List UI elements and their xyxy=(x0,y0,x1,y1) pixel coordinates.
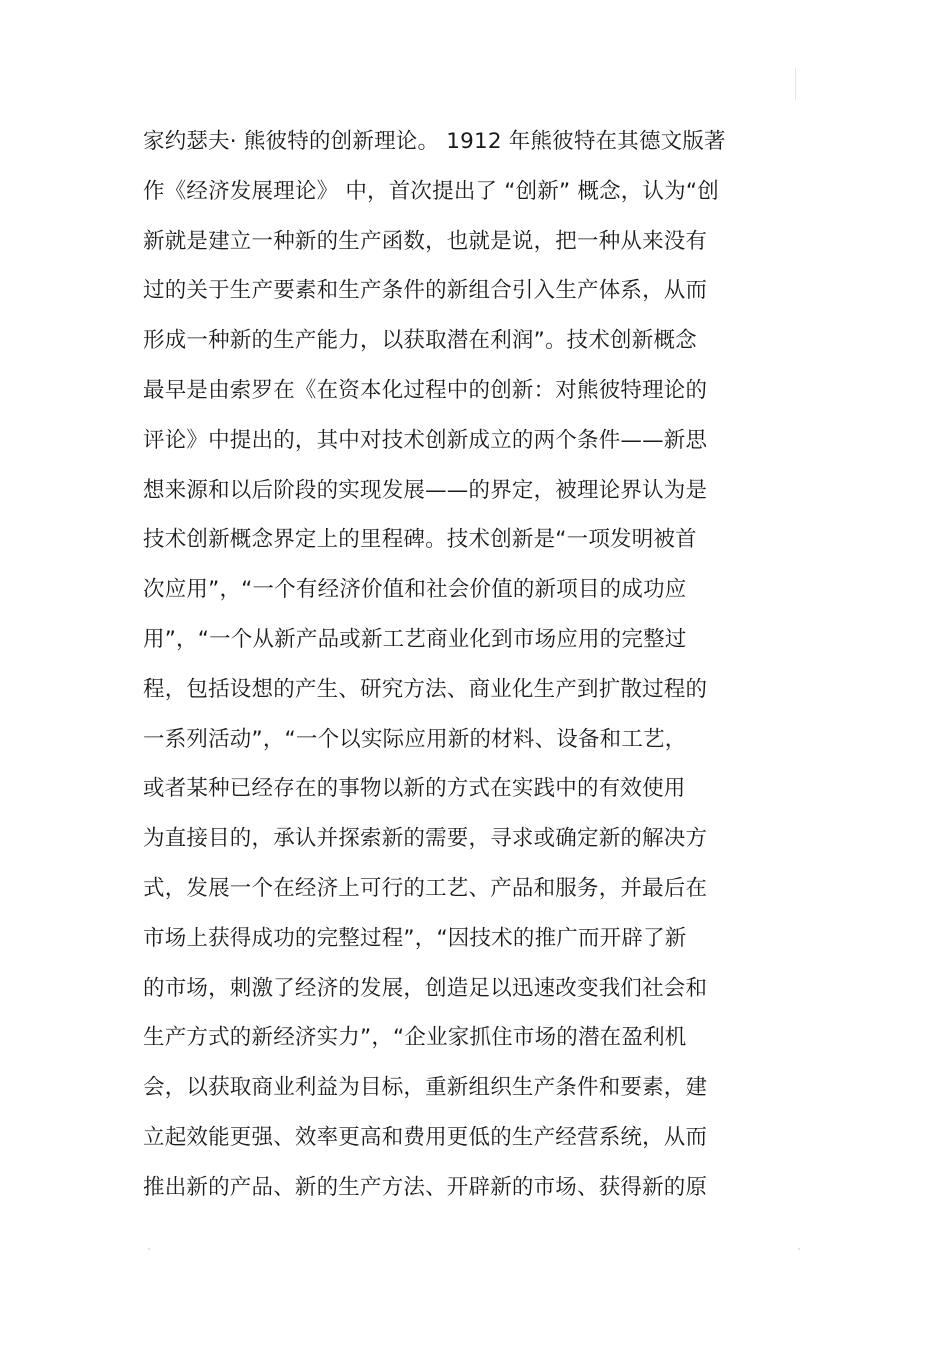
text-line: 市场上获得成功的完整过程”，“因技术的推广而开辟了新 xyxy=(143,925,687,951)
page-corner-dot xyxy=(148,1248,150,1250)
text-line: 用”，“一个从新产品或新工艺商业化到市场应用的完整过 xyxy=(143,626,687,652)
text-line: 家约瑟夫· 熊彼特的创新理论。 1912 年熊彼特在其德文版著 xyxy=(143,129,726,154)
text-line: 最早是由索罗在《在资本化过程中的创新：对熊彼特理论的 xyxy=(143,377,708,403)
text-line: 会，以获取商业利益为目标，重新组织生产条件和要素，建 xyxy=(143,1075,708,1101)
text-line: 想来源和以后阶段的实现发展——的界定，被理论界认为是 xyxy=(143,477,708,503)
text-line: 新就是建立一种新的生产函数，也就是说，把一种从来没有 xyxy=(143,228,708,254)
text-line: 一系列活动”，“一个以实际应用新的材料、设备和工艺， xyxy=(143,726,687,752)
text-line: 或者某种已经存在的事物以新的方式在实践中的有效使用 xyxy=(143,776,686,802)
text-line: 式，发展一个在经济上可行的工艺、产品和服务，并最后在 xyxy=(143,875,708,901)
text-line: 次应用”，“一个有经济价值和社会价值的新项目的成功应 xyxy=(143,577,687,603)
text-line: 技术创新概念界定上的里程碑。技术创新是“一项发明被首 xyxy=(143,527,697,553)
page-edge-mark xyxy=(795,68,796,100)
body-text xyxy=(143,125,813,1221)
text-line: 过的关于生产要素和生产条件的新组合引入生产体系，从而 xyxy=(143,278,708,304)
text-line: 生产方式的新经济实力”，“企业家抓住市场的潜在盈利机 xyxy=(143,1025,687,1051)
text-line: 形成一种新的生产能力，以获取潜在利润”。技术创新概念 xyxy=(143,328,697,354)
text-line: 作《经济发展理论》 中，首次提出了 “创新” 概念，认为“创 xyxy=(143,178,719,204)
page-corner-dot xyxy=(798,1248,800,1250)
text-line: 程，包括设想的产生、研究方法、商业化生产到扩散过程的 xyxy=(143,676,708,702)
text-line: 为直接目的，承认并探索新的需要，寻求或确定新的解决方 xyxy=(143,826,708,852)
text-line: 推出新的产品、新的生产方法、开辟新的市场、获得新的原 xyxy=(143,1174,708,1200)
text-line: 评论》中提出的，其中对技术创新成立的两个条件——新思 xyxy=(143,427,708,453)
text-line: 的市场，刺激了经济的发展，创造足以迅速改变我们社会和 xyxy=(143,975,708,1001)
text-line: 立起效能更强、效率更高和费用更低的生产经营系统，从而 xyxy=(143,1124,708,1150)
